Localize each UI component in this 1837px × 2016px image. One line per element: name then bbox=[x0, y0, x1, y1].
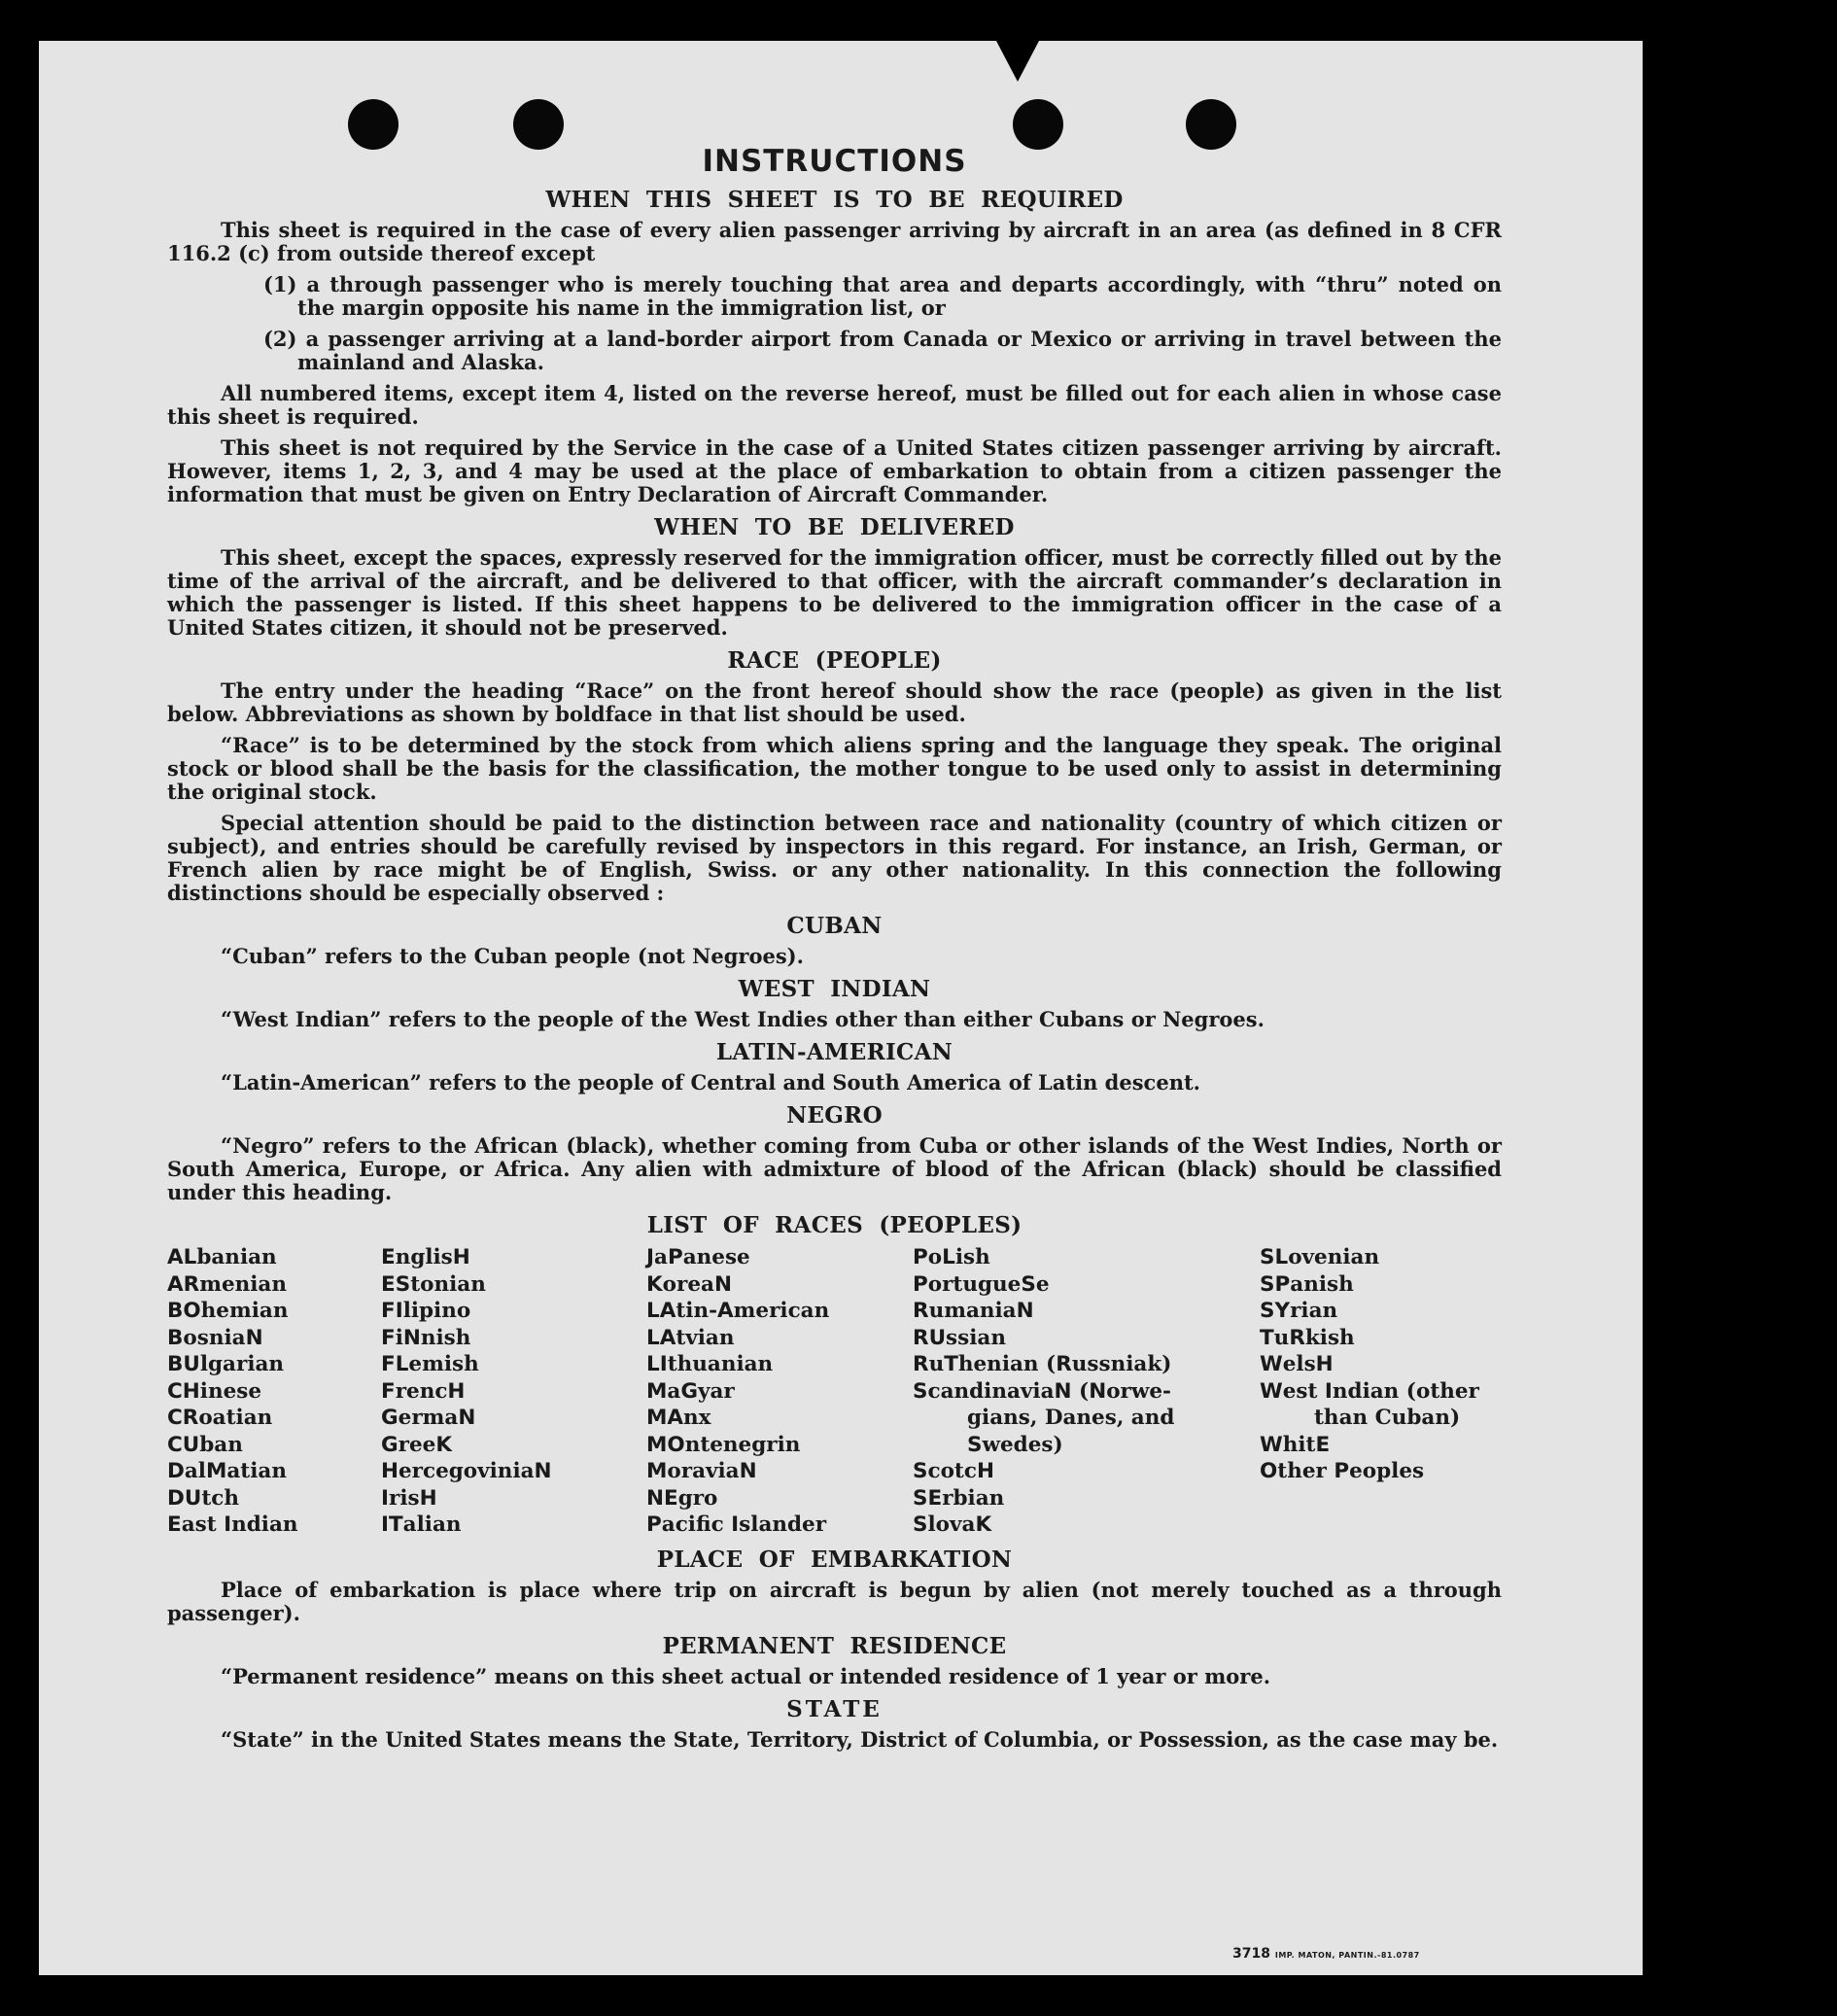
races-column-3 bbox=[646, 1244, 913, 1539]
latin-american-definition: “Latin-American” refers to the people of Central and South America of Latin descent. bbox=[221, 1070, 1200, 1095]
citizen-paragraph: This sheet is not required by the Service in the case of a United States citizen passenger arriving by aircraft. However, items 1, 2, 3, and 4 may be used at the place of embarkation to obtain from a citizen passenger the information that must be given on Entry Declaration of Aircraft Commander. bbox=[167, 435, 1502, 506]
race-entry: ITalian bbox=[381, 1512, 462, 1537]
race-entry: than Cuban) bbox=[1314, 1406, 1461, 1430]
race-entry: EStonian bbox=[381, 1271, 486, 1297]
heading-permanent-residence: PERMANENT RESIDENCE bbox=[662, 1632, 1007, 1659]
race-entry: MAnx bbox=[646, 1406, 711, 1430]
race-paragraph-2: “Race” is to be determined by the stock from which aliens spring and the language they speak. The original stock or blood shall be the basis for the classification, the mother tongue to be used only to assist in determining the original stock. bbox=[167, 733, 1502, 804]
race-entry: NEgro bbox=[646, 1485, 718, 1511]
race-paragraph-3: Special attention should be paid to the distinction between race and nationality (country of which citizen or subject), and entries should be carefully revised by inspectors in this regard. For instance, an Irish, German, or French alien by race might be of English, Swiss. or any other nationality. In this connection the following distinctions should be especially observed : bbox=[167, 811, 1502, 905]
races-column-2 bbox=[381, 1244, 646, 1539]
race-entry: MoraviaN bbox=[646, 1459, 757, 1483]
state-definition: “State” in the United States means the State, Territory, District of Columbia, or Possession, as the case may be. bbox=[221, 1726, 1499, 1752]
residence-definition: “Permanent residence” means on this sheet actual or intended residence of 1 year or more. bbox=[221, 1663, 1271, 1688]
race-entry: WelsH bbox=[1260, 1352, 1334, 1376]
numbered-items-paragraph: All numbered items, except item 4, listed on the reverse hereof, must be filled out for each alien in whose case this sheet is required. bbox=[167, 381, 1502, 429]
race-entry: West Indian (other bbox=[1260, 1378, 1479, 1404]
heading-latin-american: LATIN-AMERICAN bbox=[715, 1039, 953, 1065]
race-entry: MaGyar bbox=[646, 1378, 735, 1404]
race-entry: BosniaN bbox=[167, 1325, 263, 1350]
race-entry: SLovenian bbox=[1260, 1245, 1380, 1269]
race-entry: BUlgarian bbox=[167, 1352, 285, 1376]
heading-when-delivered: WHEN TO BE DELIVERED bbox=[654, 514, 1015, 540]
when-required-intro: This sheet is required in the case of every alien passenger arriving by aircraft in an area (as defined in 8 CFR 116.2 (c) from outside thereof except bbox=[167, 218, 1502, 265]
race-entry: ScotcH bbox=[913, 1459, 994, 1483]
heading-west-indian: WEST INDIAN bbox=[738, 976, 931, 1002]
document-sheet bbox=[39, 41, 1643, 1975]
race-entry: PoLish bbox=[913, 1245, 990, 1269]
print-footer bbox=[1232, 1946, 1420, 1962]
race-entry: SPanish bbox=[1260, 1271, 1354, 1297]
race-entry: JaPanese bbox=[646, 1245, 750, 1269]
instructions-content bbox=[167, 103, 1502, 1759]
form-number: 3718 bbox=[1232, 1946, 1270, 1962]
heading-race: RACE (PEOPLE) bbox=[727, 647, 942, 674]
race-entry: LAtin-American bbox=[646, 1299, 830, 1323]
race-entry: TuRkish bbox=[1260, 1325, 1355, 1350]
race-entry: LAtvian bbox=[646, 1325, 735, 1350]
top-notch bbox=[996, 41, 1039, 82]
page-title: INSTRUCTIONS bbox=[702, 144, 967, 179]
race-entry: FrencH bbox=[381, 1378, 466, 1404]
race-entry: HercegoviniaN bbox=[381, 1459, 552, 1483]
race-entry: SYrian bbox=[1260, 1299, 1338, 1323]
race-entry: KoreaN bbox=[646, 1271, 732, 1297]
race-entry: DalMatian bbox=[167, 1459, 287, 1483]
heading-embarkation: PLACE OF EMBARKATION bbox=[656, 1546, 1013, 1573]
race-entry: Swedes) bbox=[967, 1432, 1063, 1457]
heading-cuban: CUBAN bbox=[786, 913, 883, 939]
race-entry: RumaniaN bbox=[913, 1299, 1034, 1323]
races-column-1 bbox=[167, 1244, 381, 1539]
delivered-paragraph: This sheet, except the spaces, expressly reserved for the immigration officer, must be correctly filled out by the time of the arrival of the aircraft, and be delivered to that officer, with the aircraft commander’s declaration in which the passenger is listed. If this sheet happens to be delivered to the immigration officer in the case of a United States citizen, it should not be preserved. bbox=[167, 545, 1502, 640]
races-column-4 bbox=[913, 1244, 1260, 1539]
race-entry: IrisH bbox=[381, 1485, 437, 1511]
race-entry: FiNnish bbox=[381, 1325, 471, 1350]
race-entry: ALbanian bbox=[167, 1245, 277, 1269]
race-entry: PortugueSe bbox=[913, 1271, 1050, 1297]
race-entry: ScandinaviaN (Norwe- bbox=[913, 1378, 1171, 1404]
printer-imprint: IMP. MATON, PANTIN.-81.0787 bbox=[1274, 1951, 1420, 1960]
race-entry: WhitE bbox=[1260, 1432, 1331, 1457]
race-entry: GermaN bbox=[381, 1406, 476, 1430]
race-entry: Pacific Islander bbox=[646, 1512, 827, 1537]
race-entry: RUssian bbox=[913, 1325, 1006, 1350]
race-paragraph-1: The entry under the heading “Race” on the front hereof should show the race (people) as given in the list below. Abbreviations as shown by boldface in that list should be used. bbox=[167, 678, 1502, 726]
race-entry: FLemish bbox=[381, 1352, 479, 1376]
race-entry: Other Peoples bbox=[1260, 1459, 1425, 1483]
race-entry: GreeK bbox=[381, 1432, 453, 1457]
race-entry: CUban bbox=[167, 1432, 243, 1457]
race-entry: SlovaK bbox=[913, 1512, 992, 1537]
race-entry: gians, Danes, and bbox=[967, 1406, 1175, 1430]
heading-state: STATE bbox=[786, 1695, 883, 1722]
race-entry: MOntenegrin bbox=[646, 1432, 801, 1457]
heading-negro: NEGRO bbox=[786, 1102, 883, 1129]
race-entry: ARmenian bbox=[167, 1271, 287, 1297]
race-entry: CHinese bbox=[167, 1378, 262, 1404]
embarkation-definition: Place of embarkation is place where trip on aircraft is begun by alien (not merely touched as a through passenger). bbox=[167, 1577, 1502, 1625]
race-entry: RuThenian (Russniak) bbox=[913, 1352, 1172, 1376]
cuban-definition: “Cuban” refers to the Cuban people (not Negroes). bbox=[221, 944, 804, 968]
race-entry: East Indian bbox=[167, 1512, 298, 1537]
races-list bbox=[167, 1244, 1502, 1539]
races-column-5 bbox=[1260, 1244, 1502, 1539]
race-entry: LIthuanian bbox=[646, 1352, 774, 1376]
race-entry: SErbian bbox=[913, 1485, 1005, 1511]
race-entry: CRoatian bbox=[167, 1406, 273, 1430]
race-entry: FIlipino bbox=[381, 1299, 471, 1323]
race-entry: BOhemian bbox=[167, 1299, 289, 1323]
west-indian-definition: “West Indian” refers to the people of the West Indies other than either Cubans or Negroes. bbox=[221, 1007, 1265, 1031]
race-entry: DUtch bbox=[167, 1485, 239, 1511]
exception-item-1: (1) a through passenger who is merely touching that area and departs accordingly, with “thru” noted on the margin opposite his name in the immigration list, or bbox=[263, 272, 1502, 320]
exception-item-2: (2) a passenger arriving at a land-border airport from Canada or Mexico or arriving in travel between the mainland and Alaska. bbox=[263, 327, 1502, 374]
heading-list-of-races: LIST OF RACES (PEOPLES) bbox=[646, 1212, 1022, 1238]
race-entry: EnglisH bbox=[381, 1245, 470, 1269]
heading-when-required: WHEN THIS SHEET IS TO BE REQUIRED bbox=[545, 187, 1124, 213]
negro-definition: “Negro” refers to the African (black), whether coming from Cuba or other islands of the West Indies, North or South America, Europe, or Africa. Any alien with admixture of blood of the African (black) should be classified under this heading. bbox=[167, 1133, 1502, 1204]
